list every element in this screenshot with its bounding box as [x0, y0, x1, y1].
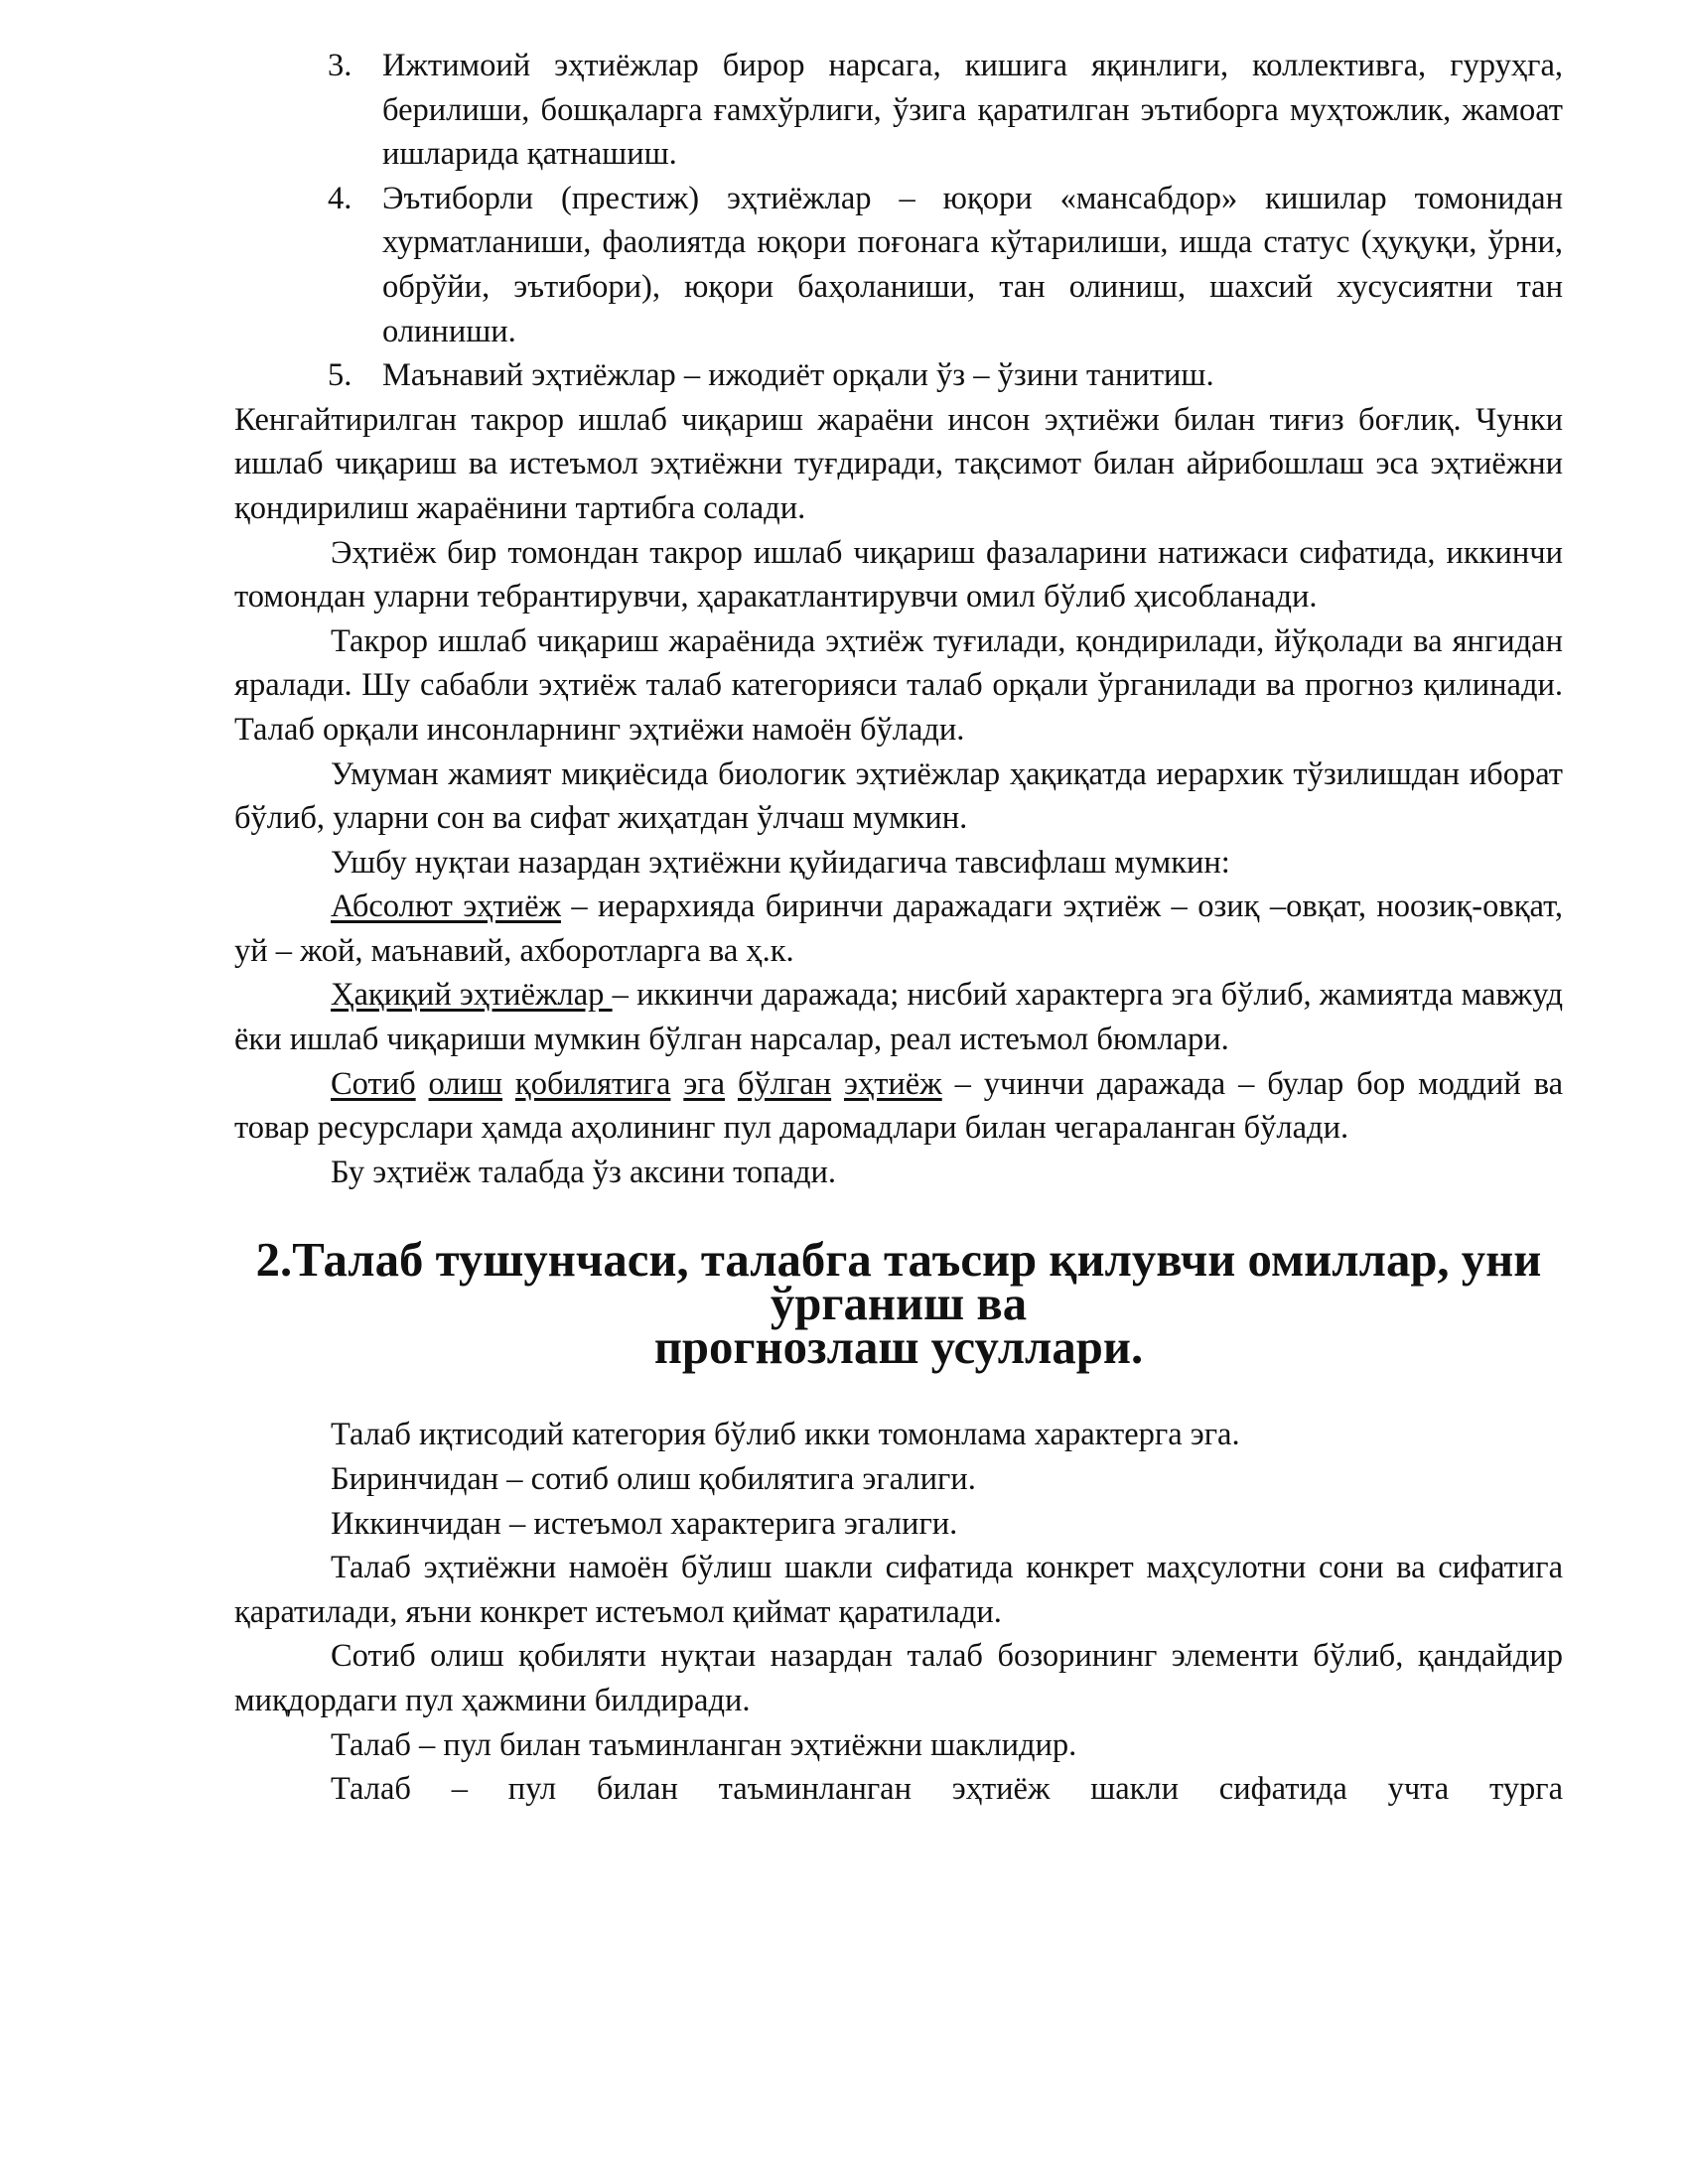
term-word: Сотиб — [331, 1065, 416, 1102]
paragraph-demand-reflection: Бу эҳтиёж талабда ўз аксини топади. — [331, 1154, 837, 1190]
section-heading-line: 2.Талаб тушунчаси, талабга таъсир қилувчи омиллар, уни ўрганиш ва — [255, 1233, 1542, 1331]
paragraph-demand-definition: Талаб – пул билан таъминланган эҳтиёжни шаклидир. — [331, 1726, 1077, 1763]
section-heading-line: прогнозлаш усуллари. — [653, 1320, 1144, 1375]
definition-text: – иерархияда биринчи даражадаги эҳтиёж – озиқ –овқат, ноозиқ-овқат, уй – жой, маънавий, ахборотларга ва ҳ.к. — [234, 888, 1563, 969]
definition-text: – учинчи даражада – булар бор моддий ва товар ресурслари ҳамда аҳолининг пул даромадлари билан чегараланган бўлади. — [234, 1065, 1564, 1147]
paragraph-description-intro: Ушбу нуқтаи назардан эҳтиёжни қуйидагича тавсифлаш мумкин: — [331, 844, 1230, 881]
paragraph-absolute-need — [234, 885, 1563, 973]
list-text: Эътиборли (престиж) эҳтиёжлар – юқори «мансабдор» кишилар томонидан хурматланиши, фаолиятда юқори поғонага кўтарилиши, ишда статус (ҳуқуқи, ўрни, обрўйи, эътибори), юқори баҳоланиши, тан олиниш, шахсий хусусиятни тан олиниши. — [382, 180, 1563, 349]
paragraph-biological-needs: Умуман жамият миқиёсида биологик эҳтиёжлар ҳақиқатда иерархик тўзилишдан иборат бўлиб, уларни сон ва сифат жиҳатдан ўлчаш мумкин. — [234, 755, 1563, 837]
list-item — [328, 177, 1563, 353]
paragraph-reproduction: Кенгайтирилган такрор ишлаб чиқариш жараёни инсон эҳтиёжи билан тиғиз боғлиқ. Чунки ишлаб чиқариш ва истеъмол эҳтиёжни туғдиради, тақсимот билан айрибошлаш эса эҳтиёжни қондирилиш жараёнини тартибга солади. — [234, 401, 1563, 526]
term-word: эга — [683, 1065, 726, 1102]
document-page — [234, 44, 1563, 1812]
definition-text: – иккинчи даражада; нисбий характерга эга бўлиб, жамиятда мавжуд ёки ишлаб чиқариши мумкин бўлган нарсалар, реал истеъмол бюмлари. — [234, 977, 1563, 1058]
paragraph-demand-form: Талаб эҳтиёжни намоён бўлиш шакли сифатида конкрет маҳсулотни сони ва сифатига қаратилади, яъни конкрет истеъмол қиймат қаратилади. — [234, 1550, 1563, 1630]
section-heading — [234, 1233, 1563, 1375]
term-word: олиш — [428, 1065, 503, 1102]
needs-list — [234, 44, 1563, 398]
list-text: Ижтимоий эҳтиёжлар бирор нарсага, кишига яқинлиги, коллективга, гуруҳга, берилиши, бошқаларга ғамхўрлиги, ўзига қаратилган эътиборга муҳтожлик, жамоат ишларида қатнашиш. — [382, 48, 1563, 173]
paragraph-real-needs — [234, 973, 1563, 1061]
term-real-needs: Ҳақиқий эҳтиёжлар — [331, 977, 613, 1014]
list-number: 3. — [328, 48, 352, 83]
paragraph-need-cycle: Такрор ишлаб чиқариш жараёнида эҳтиёж туғилади, қондирилади, йўқолади ва янгидан яралади. Шу сабабли эҳтиёж талаб категорияси талаб орқали ўрганилади ва прогноз қилинади. Талаб орқали инсонларнинг эҳтиёжи намоён бўлади. — [234, 622, 1563, 748]
term-absolute-need: Абсолют эҳтиёж — [331, 888, 561, 925]
term-word: бўлган — [737, 1065, 832, 1102]
paragraph-need-phases: Эҳтиёж бир томондан такрор ишлаб чиқариш фазаларини натижаси сифатида, иккинчи томондан уларни тебрантирувчи, ҳаракатлантирувчи омил бўлиб ҳисобланади. — [234, 534, 1563, 615]
list-text: Маънавий эҳтиёжлар – ижодиёт орқали ўз – ўзини танитиш. — [382, 357, 1214, 394]
paragraph-demand-category: Талаб иқтисодий категория бўлиб икки томонлама характерга эга. — [331, 1417, 1240, 1453]
paragraph-purchasing-need — [234, 1062, 1563, 1151]
list-number: 4. — [328, 180, 352, 216]
list-item — [328, 44, 1563, 177]
paragraph-first: Биринчидан – сотиб олиш қобилятига эгалиги. — [331, 1461, 976, 1498]
term-word: эҳтиёж — [844, 1065, 942, 1102]
paragraph-demand-types: Талаб – пул билан таъминланган эҳтиёж шакли сифатида учта турга — [331, 1771, 1563, 1808]
list-number: 5. — [328, 357, 352, 394]
list-item — [328, 353, 1563, 398]
term-word: қобилятига — [514, 1065, 671, 1102]
paragraph-purchasing-ability: Сотиб олиш қобиляти нуқтаи назардан талаб бозорининг элементи бўлиб, қандайдир миқдордаги пул ҳажмини билдиради. — [234, 1638, 1563, 1718]
paragraph-second: Иккинчидан – истеъмол характерига эгалиги. — [331, 1505, 958, 1542]
